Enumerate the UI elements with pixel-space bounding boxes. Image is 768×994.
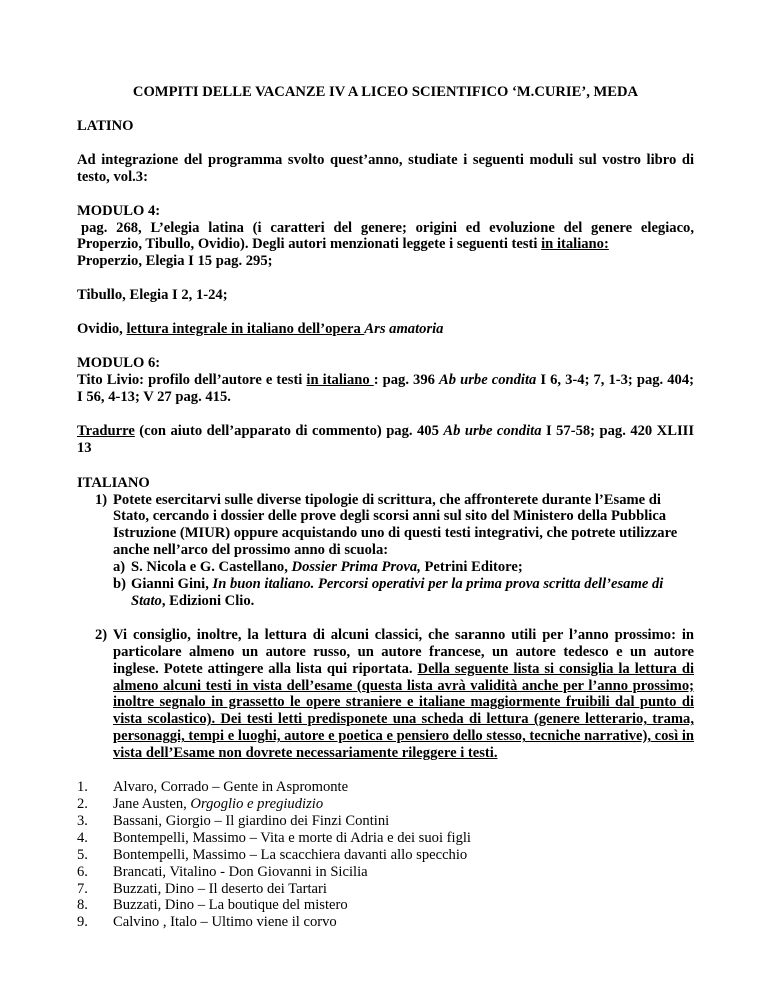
italiano-item-2-text: Vi consiglio, inoltre, la lettura di alcuni classici, che saranno utili per l’anno prossimo: in particolare almeno un autore russo, un autore francese, un autore tedesco e un autore inglese. Potete attingere alla lista qui riportata. <box>113 626 694 677</box>
italiano-item-1-text: Potete esercitarvi sulle diverse tipologie di scrittura, che affronterete durante l’Esame di Stato, cercando i dossier delle prove degli scorsi anni sul sito del Ministero della Pubblica Istruzione (MIUR) oppure acquistando uno di questi testi integrativi, che potrete utilizzare anche nell’arco del prossimo anno di scuola: <box>113 491 678 559</box>
italiano-item-1-number: 1) <box>95 491 108 508</box>
book-number: 1. <box>77 779 88 796</box>
livio-underlined: in italiano <box>306 371 374 388</box>
book-entry: Alvaro, Corrado – Gente in Aspromonte <box>113 779 349 796</box>
modulo4-properzio: Properzio, Elegia I 15 pag. 295; <box>77 253 273 270</box>
book-item <box>77 813 694 830</box>
book-item <box>77 897 694 914</box>
section-heading-latino: LATINO <box>77 117 134 134</box>
book-number: 9. <box>77 914 88 931</box>
ovidio-name: Ovidio, <box>77 321 127 338</box>
book-item <box>77 796 694 813</box>
modulo4-text <box>77 220 694 254</box>
modulo4-text-underlined: in italiano: <box>541 236 609 253</box>
modulo4-ovidio <box>77 321 694 338</box>
livio-text-1: Tito Livio: profilo dell’autore e testi <box>77 371 307 388</box>
livio-text-3: I 6, 3-4; 7, 1-3; pag. 404; I 56, 4-13; V 27 pag. 415. <box>77 371 695 405</box>
book-number: 7. <box>77 880 88 897</box>
italiano-item-1 <box>77 492 694 610</box>
modulo4-tibullo: Tibullo, Elegia I 2, 1-24; <box>77 287 228 304</box>
book-number: 6. <box>77 863 88 880</box>
modulo4-heading: MODULO 4: <box>77 202 161 219</box>
book-item <box>77 779 694 796</box>
italiano-item-2 <box>77 627 694 762</box>
tradurre-text-1: (con aiuto dell’apparato di commento) pag. 405 <box>134 422 444 439</box>
book-item <box>77 864 694 881</box>
document-body <box>77 84 694 931</box>
textbook-item-b <box>113 576 694 610</box>
textbook-list <box>113 559 694 610</box>
textbook-a-authors: S. Nicola e G. Castellano, <box>131 559 292 576</box>
textbook-item-a-letter: a) <box>113 559 126 576</box>
latino-intro: Ad integrazione del programma svolto quest’anno, studiate i seguenti moduli sul vostro libro di testo, vol.3: <box>77 151 694 185</box>
modulo6-livio <box>77 372 694 406</box>
book-item <box>77 914 694 931</box>
ovidio-underlined: lettura integrale in italiano dell’opera <box>126 321 365 338</box>
book-entry: Brancati, Vitalino - Don Giovanni in Sicilia <box>113 863 368 880</box>
book-entry: Bontempelli, Massimo – La scacchiera davanti allo specchio <box>113 846 468 863</box>
textbook-b-title: In buon italiano. Percorsi operativi per la prima prova scritta dell’esame di Stato <box>131 576 664 609</box>
livio-work-title: Ab urbe condita <box>439 371 537 388</box>
italiano-item-2-underlined: Della seguente lista si consiglia la lettura di almeno alcuni testi in vista dell’esame (questa lista avrà validità anche per l’anno prossimo; inoltre segnalo in grassetto le opere straniere e italiane maggiormente fruibili dal punto di vista scolastico). Dei testi letti predisponete una scheda di lettura (genere letterario, trama, personaggi, tempi e luoghi, autore e poetica e pensiero dello stesso, tecniche narrative), così in vista dell’Esame non dovrete necessariamente rileggere i testi. <box>113 660 694 762</box>
modulo6-heading: MODULO 6: <box>77 355 161 372</box>
tradurre-work-title: Ab urbe condita <box>443 422 542 439</box>
book-number: 8. <box>77 897 88 914</box>
book-number: 3. <box>77 812 88 829</box>
textbook-a-title: Dossier Prima Prova, <box>291 559 421 576</box>
book-author: Jane Austen, <box>113 796 191 812</box>
book-entry: Calvino , Italo – Ultimo viene il corvo <box>113 914 337 931</box>
textbook-item-b-letter: b) <box>113 576 126 593</box>
book-item <box>77 847 694 864</box>
book-entry: Bontempelli, Massimo – Vita e morte di Adria e dei suoi figli <box>113 829 471 846</box>
book-entry: Bassani, Giorgio – Il giardino dei Finzi Contini <box>113 812 390 829</box>
tradurre-text-2: I 57-58; pag. 420 XLIII 13 <box>77 422 694 456</box>
textbook-a-publisher: Petrini Editore; <box>420 559 523 576</box>
book-number: 5. <box>77 846 88 863</box>
book-number: 4. <box>77 829 88 846</box>
italiano-item-2-number: 2) <box>95 626 108 643</box>
modulo6-tradurre <box>77 423 694 457</box>
livio-text-2: : pag. 396 <box>373 371 440 388</box>
tradurre-underlined: Tradurre <box>77 422 135 439</box>
book-list <box>77 779 694 931</box>
section-heading-italiano: ITALIANO <box>77 474 150 491</box>
document-title: COMPITI DELLE VACANZE IV A LICEO SCIENTIFICO ‘M.CURIE’, MEDA <box>132 84 639 100</box>
book-number: 2. <box>77 796 88 812</box>
textbook-b-author: Gianni Gini, <box>131 576 213 593</box>
book-entry: Buzzati, Dino – La boutique del mistero <box>113 897 348 914</box>
italiano-list <box>77 492 694 763</box>
book-item <box>77 881 694 898</box>
modulo4-text-a: pag. 268, L’elegia latina (i caratteri del genere; origini ed evoluzione del genere elegiaco, Properzio, Tibullo, Ovidio). Degli autori menzionati leggete i seguenti testi <box>77 219 694 253</box>
book-entry: Buzzati, Dino – Il deserto dei Tartari <box>113 880 327 897</box>
ovidio-title: Ars amatoria <box>364 321 444 338</box>
textbook-b-publisher: , Edizioni Clio. <box>161 592 255 609</box>
book-item <box>77 830 694 847</box>
textbook-item-a <box>113 559 694 576</box>
book-title: Orgoglio e pregiudizio <box>190 796 324 812</box>
